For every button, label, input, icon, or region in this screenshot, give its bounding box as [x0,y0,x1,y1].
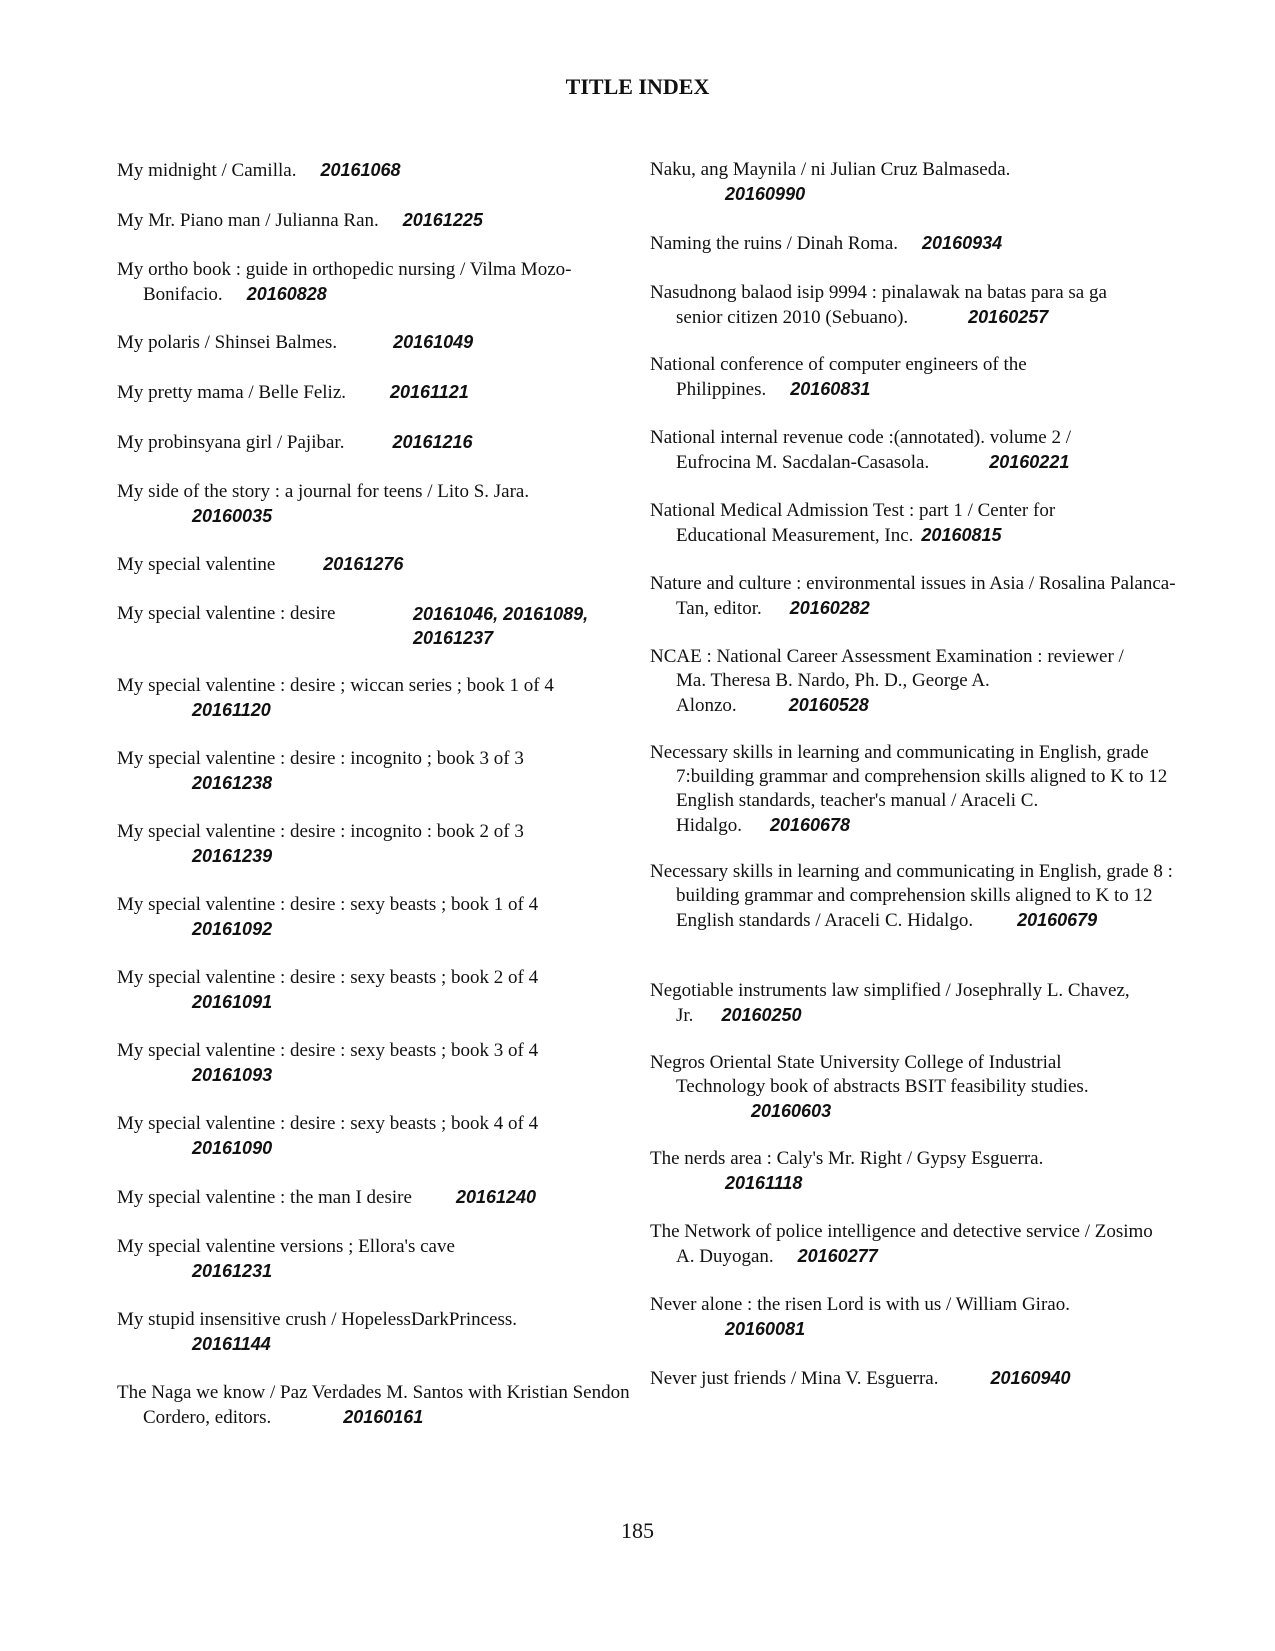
entry-number: 20161276 [323,554,404,574]
index-entry [117,1112,627,1160]
entry-title: My polaris / Shinsei Balmes. [117,332,338,353]
entry-number: 20161239 [192,846,273,866]
index-entry [117,747,627,795]
index-entry [650,1051,1146,1123]
index-entry [117,820,627,868]
index-entry [117,1381,633,1430]
index-entry [650,645,1126,718]
entry-title: National Medical Admission Test : part 1 / Center for Educational Measurement, Inc. [650,500,1056,546]
entry-number: 20161121 [390,382,469,402]
index-entry [650,353,1106,402]
entry-number: 20161216 [392,432,473,452]
index-entry [117,208,627,233]
entry-title: Negros Oriental State University College of Industrial Technology book of abstracts BSIT feasibility studies. [650,1052,1089,1097]
entry-title: NCAE : National Career Assessment Examination : reviewer / Ma. Theresa B. Nardo, Ph. D., George A. Alonzo. [650,646,1124,716]
entry-title: My stupid insensitive crush / HopelessDarkPrincess. [117,1309,518,1330]
entry-title: My ortho book : guide in orthopedic nursing / Vilma Mozo-Bonifacio. [117,259,572,305]
entry-number: 20160035 [192,506,273,526]
index-entry [650,1147,1160,1195]
entry-number: 20160282 [789,598,870,618]
index-entry [117,966,627,1014]
entry-number: 20161090 [192,1138,273,1158]
index-entry [117,430,627,455]
entry-number: 20161120 [192,700,271,720]
entry-title: My special valentine : desire : sexy beasts ; book 3 of 4 [117,1040,539,1061]
entry-title: My pretty mama / Belle Feliz. [117,382,347,403]
entry-title: The Naga we know / Paz Verdades M. Santos with Kristian Sendon Cordero, editors. [117,1382,630,1428]
index-entry [117,330,627,355]
entry-number: 20160815 [921,525,1002,545]
entry-number: 20160221 [989,452,1070,472]
entry-title: Necessary skills in learning and communicating in English, grade 8 : building grammar and comprehension skills aligned to K to 12 English standards / Araceli C. Hidalgo. [650,861,1173,931]
entry-number: 20160934 [922,233,1003,253]
entry-number: 20160679 [1017,910,1098,930]
entry-number: 20161049 [393,332,474,352]
entry-number: 20161240 [455,1187,537,1207]
entry-title: My special valentine : desire : sexy beasts ; book 2 of 4 [117,967,539,988]
entry-title: The Network of police intelligence and detective service / Zosimo A. Duyogan. [650,1221,1153,1267]
index-entry [650,741,1176,838]
entry-number: 20160528 [788,695,869,715]
entry-number: 20161144 [192,1334,271,1354]
entry-number: 20160161 [343,1407,424,1427]
index-entry [650,1366,1160,1391]
entry-number: 20160277 [797,1246,878,1266]
entry-title: My special valentine : desire ; wiccan series ; book 1 of 4 [117,675,554,696]
entry-number: 20161068 [320,160,401,180]
entry-title: Nasudnong balaod isip 9994 : pinalawak na batas para sa ga senior citizen 2010 (Sebuano). [650,282,1107,328]
entry-number: 20161231 [192,1261,273,1281]
entry-number: 20160250 [721,1005,802,1025]
index-entry [650,158,1160,206]
entry-title: Never just friends / Mina V. Esguerra. [650,1368,939,1389]
entry-title: My special valentine : the man I desire [117,1187,412,1208]
index-entry [650,1220,1156,1269]
index-entry [650,860,1176,933]
entry-title: My special valentine [117,554,276,575]
index-entry [650,572,1176,621]
entry-title: Naming the ruins / Dinah Roma. [650,233,899,254]
entry-title: Never alone : the risen Lord is with us / William Girao. [650,1294,1070,1315]
index-entry [650,281,1146,330]
entry-title: My midnight / Camilla. [117,160,297,181]
index-entry [117,674,627,722]
index-entry [117,258,623,307]
entry-title: My special valentine versions ; Ellora's cave [117,1236,455,1257]
index-entry [117,602,627,648]
entry-title: Naku, ang Maynila / ni Julian Cruz Balmaseda. [650,159,1011,180]
entry-number: 20160990 [725,184,806,204]
entry-title: My Mr. Piano man / Julianna Ran. [117,210,379,231]
entry-number: 20160257 [968,307,1049,327]
entry-title: My side of the story : a journal for teens / Lito S. Jara. [117,481,530,502]
entry-number: 20161093 [192,1065,273,1085]
index-entry [117,158,627,183]
index-entry [117,1185,627,1210]
entry-number: 20160831 [790,379,871,399]
entry-title: The nerds area : Caly's Mr. Right / Gypsy Esguerra. [650,1148,1044,1169]
entry-title: National conference of computer engineers of the Philippines. [650,354,1027,400]
index-entry [117,380,627,405]
entry-title: Necessary skills in learning and communicating in English, grade 7:building grammar and comprehension skills aligned to K to 12 English standards, teacher's manual / Araceli C. Hidalgo. [650,742,1168,836]
entry-title: My probinsyana girl / Pajibar. [117,432,345,453]
page-number: 185 [621,1518,654,1543]
entry-number: 20161225 [402,210,483,230]
entry-title: My special valentine : desire : sexy beasts ; book 1 of 4 [117,894,539,915]
page-title: TITLE INDEX [565,74,710,99]
entry-title: Nature and culture : environmental issues in Asia / Rosalina Palanca-Tan, editor. [650,573,1176,619]
entry-number: 20160828 [246,284,327,304]
entry-number: 20161091 [192,992,273,1012]
index-entry [117,1235,627,1283]
entry-title: My special valentine : desire : incognito ; book 3 of 3 [117,748,524,769]
entry-number: 20160678 [769,815,851,835]
index-entry [117,893,627,941]
index-entry [650,499,1126,548]
index-entry [117,1039,627,1087]
index-entry [650,1293,1160,1341]
index-entry [650,426,1136,475]
entry-number: 20161092 [192,919,273,939]
entry-title: My special valentine : desire : sexy beasts ; book 4 of 4 [117,1113,539,1134]
entry-number: 20160603 [751,1101,832,1121]
index-entry [117,552,627,577]
entry-number: 20160081 [725,1319,806,1339]
index-entry [650,231,1160,256]
entry-title: My special valentine : desire : incognito : book 2 of 3 [117,821,524,842]
entry-number: 20161118 [725,1173,803,1193]
entry-title: My special valentine : desire [117,603,336,624]
index-entry [117,1308,627,1356]
entry-number: 20161238 [192,773,273,793]
index-entry [650,979,1136,1028]
entry-number: 20160940 [990,1368,1071,1388]
entry-title: Negotiable instruments law simplified / Josephrally L. Chavez, Jr. [650,980,1130,1026]
index-entry [117,480,627,528]
entry-title: National internal revenue code :(annotated). volume 2 / Eufrocina M. Sacdalan-Casasola. [650,427,1072,473]
entry-number: 20161046, 20161089, 20161237 [413,604,589,648]
